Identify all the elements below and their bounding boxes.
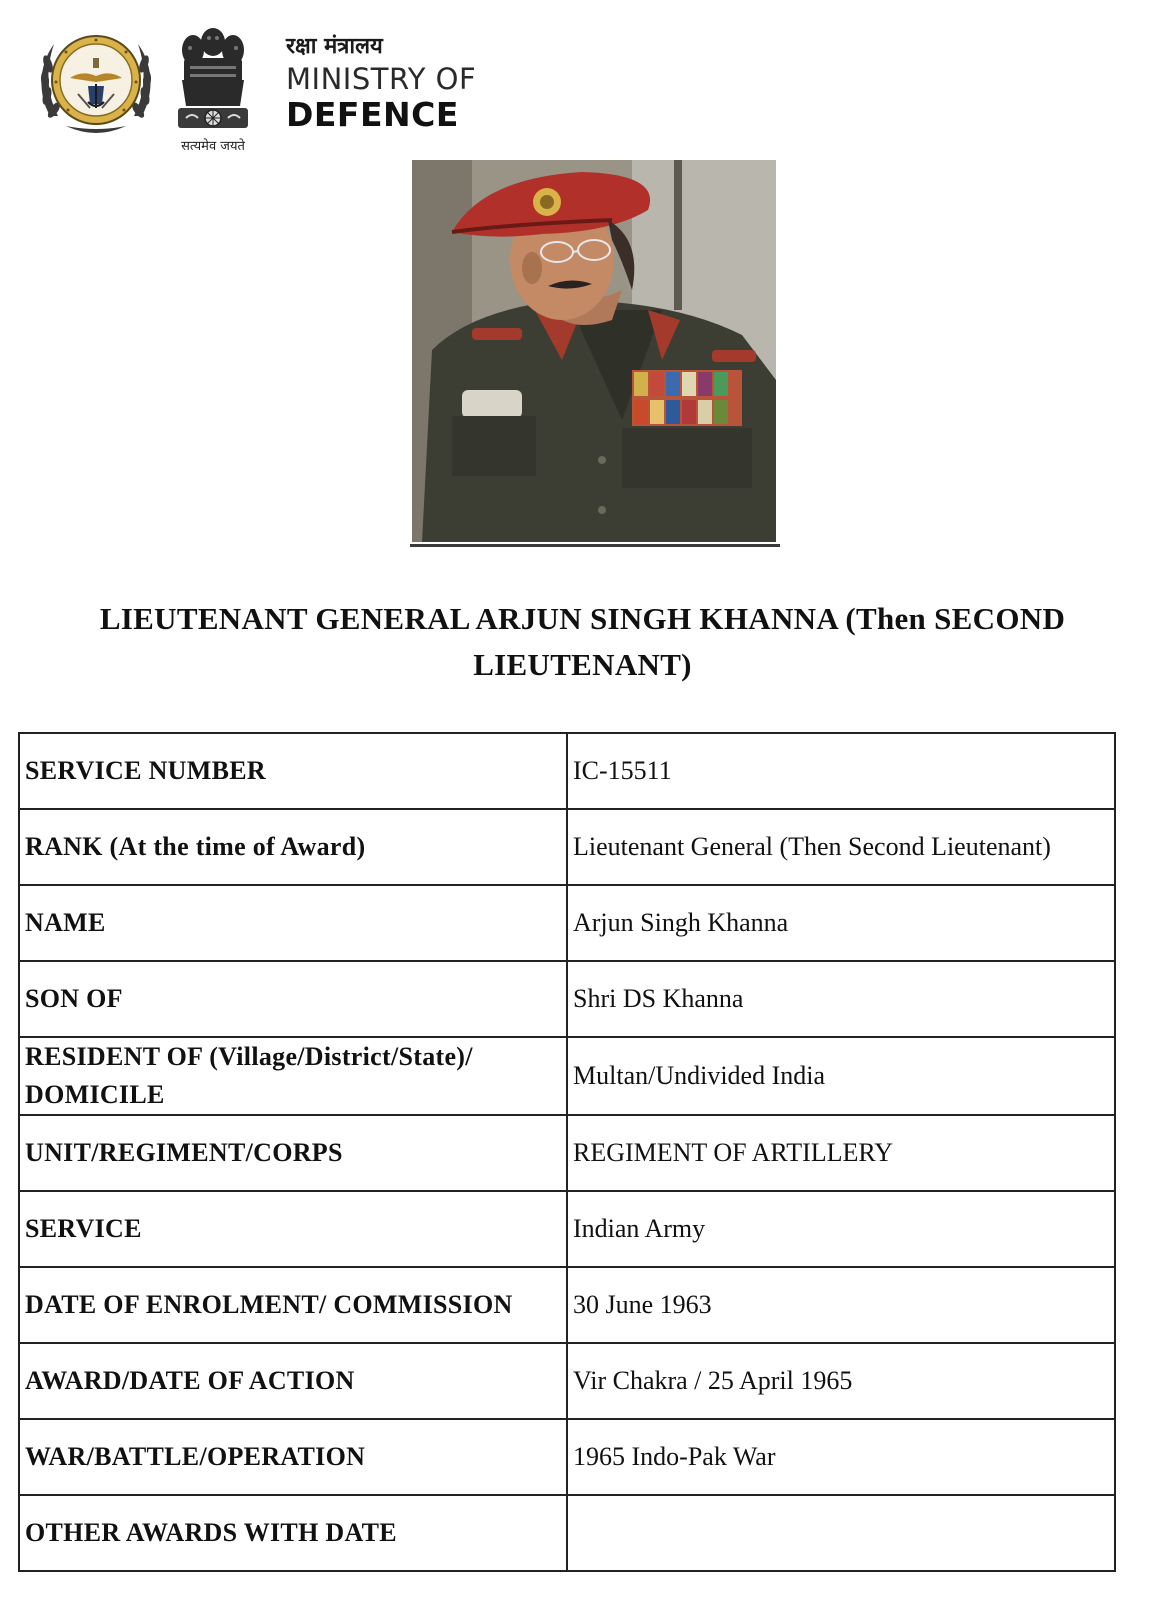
table-row xyxy=(19,1419,1115,1495)
ministry-name-line1: MINISTRY OF xyxy=(286,62,477,96)
row-label-award: AWARD/DATE OF ACTION xyxy=(19,1343,567,1419)
row-label-unit: UNIT/REGIMENT/CORPS xyxy=(19,1115,567,1191)
row-label-date-of-enrolment: DATE OF ENROLMENT/ COMMISSION xyxy=(19,1267,567,1343)
row-value-son-of: Shri DS Khanna xyxy=(567,961,1115,1037)
photo-underline xyxy=(410,544,780,547)
row-value-resident-of: Multan/Undivided India xyxy=(567,1037,1115,1115)
table-row xyxy=(19,885,1115,961)
ministry-name xyxy=(286,32,586,134)
table-row xyxy=(19,1191,1115,1267)
row-value-service-number: IC-15511 xyxy=(567,733,1115,809)
table-row xyxy=(19,1037,1115,1115)
emblem-motto: सत्यमेव जयते xyxy=(181,139,245,154)
row-label-other-awards: OTHER AWARDS WITH DATE xyxy=(19,1495,567,1571)
table-row xyxy=(19,1267,1115,1343)
row-value-service: Indian Army xyxy=(567,1191,1115,1267)
row-value-rank: Lieutenant General (Then Second Lieutenant) xyxy=(567,809,1115,885)
ministry-name-line2: DEFENCE xyxy=(286,95,459,134)
ministry-name-hindi: रक्षा मंत्रालय xyxy=(286,34,383,59)
page-header xyxy=(30,18,590,158)
officer-title-line1: LIEUTENANT GENERAL ARJUN SINGH KHANNA (Then SECOND xyxy=(99,601,1066,636)
ashoka-emblem-icon xyxy=(168,20,258,160)
row-value-war: 1965 Indo-Pak War xyxy=(567,1419,1115,1495)
row-label-son-of: SON OF xyxy=(19,961,567,1037)
row-label-service-number: SERVICE NUMBER xyxy=(19,733,567,809)
row-label-resident-of: RESIDENT OF (Village/District/State)/ DOMICILE xyxy=(19,1037,567,1115)
row-value-other-awards xyxy=(567,1495,1115,1571)
table-row xyxy=(19,1495,1115,1571)
table-row xyxy=(19,961,1115,1037)
tri-service-emblem-icon xyxy=(36,24,156,144)
row-value-award: Vir Chakra / 25 April 1965 xyxy=(567,1343,1115,1419)
officer-title-line2: LIEUTENANT) xyxy=(473,647,692,682)
table-row xyxy=(19,1343,1115,1419)
row-label-service: SERVICE xyxy=(19,1191,567,1267)
officer-photo-frame xyxy=(412,160,782,552)
table-row xyxy=(19,809,1115,885)
row-label-rank: RANK (At the time of Award) xyxy=(19,809,567,885)
officer-title xyxy=(40,596,1125,688)
row-value-unit: REGIMENT OF ARTILLERY xyxy=(567,1115,1115,1191)
row-label-war: WAR/BATTLE/OPERATION xyxy=(19,1419,567,1495)
row-value-name: Arjun Singh Khanna xyxy=(567,885,1115,961)
officer-photo xyxy=(412,160,776,542)
table-row xyxy=(19,733,1115,809)
row-label-name: NAME xyxy=(19,885,567,961)
officer-details-table xyxy=(18,732,1116,1572)
officer-portrait-image xyxy=(412,160,776,542)
table-row xyxy=(19,1115,1115,1191)
row-value-date-of-enrolment: 30 June 1963 xyxy=(567,1267,1115,1343)
